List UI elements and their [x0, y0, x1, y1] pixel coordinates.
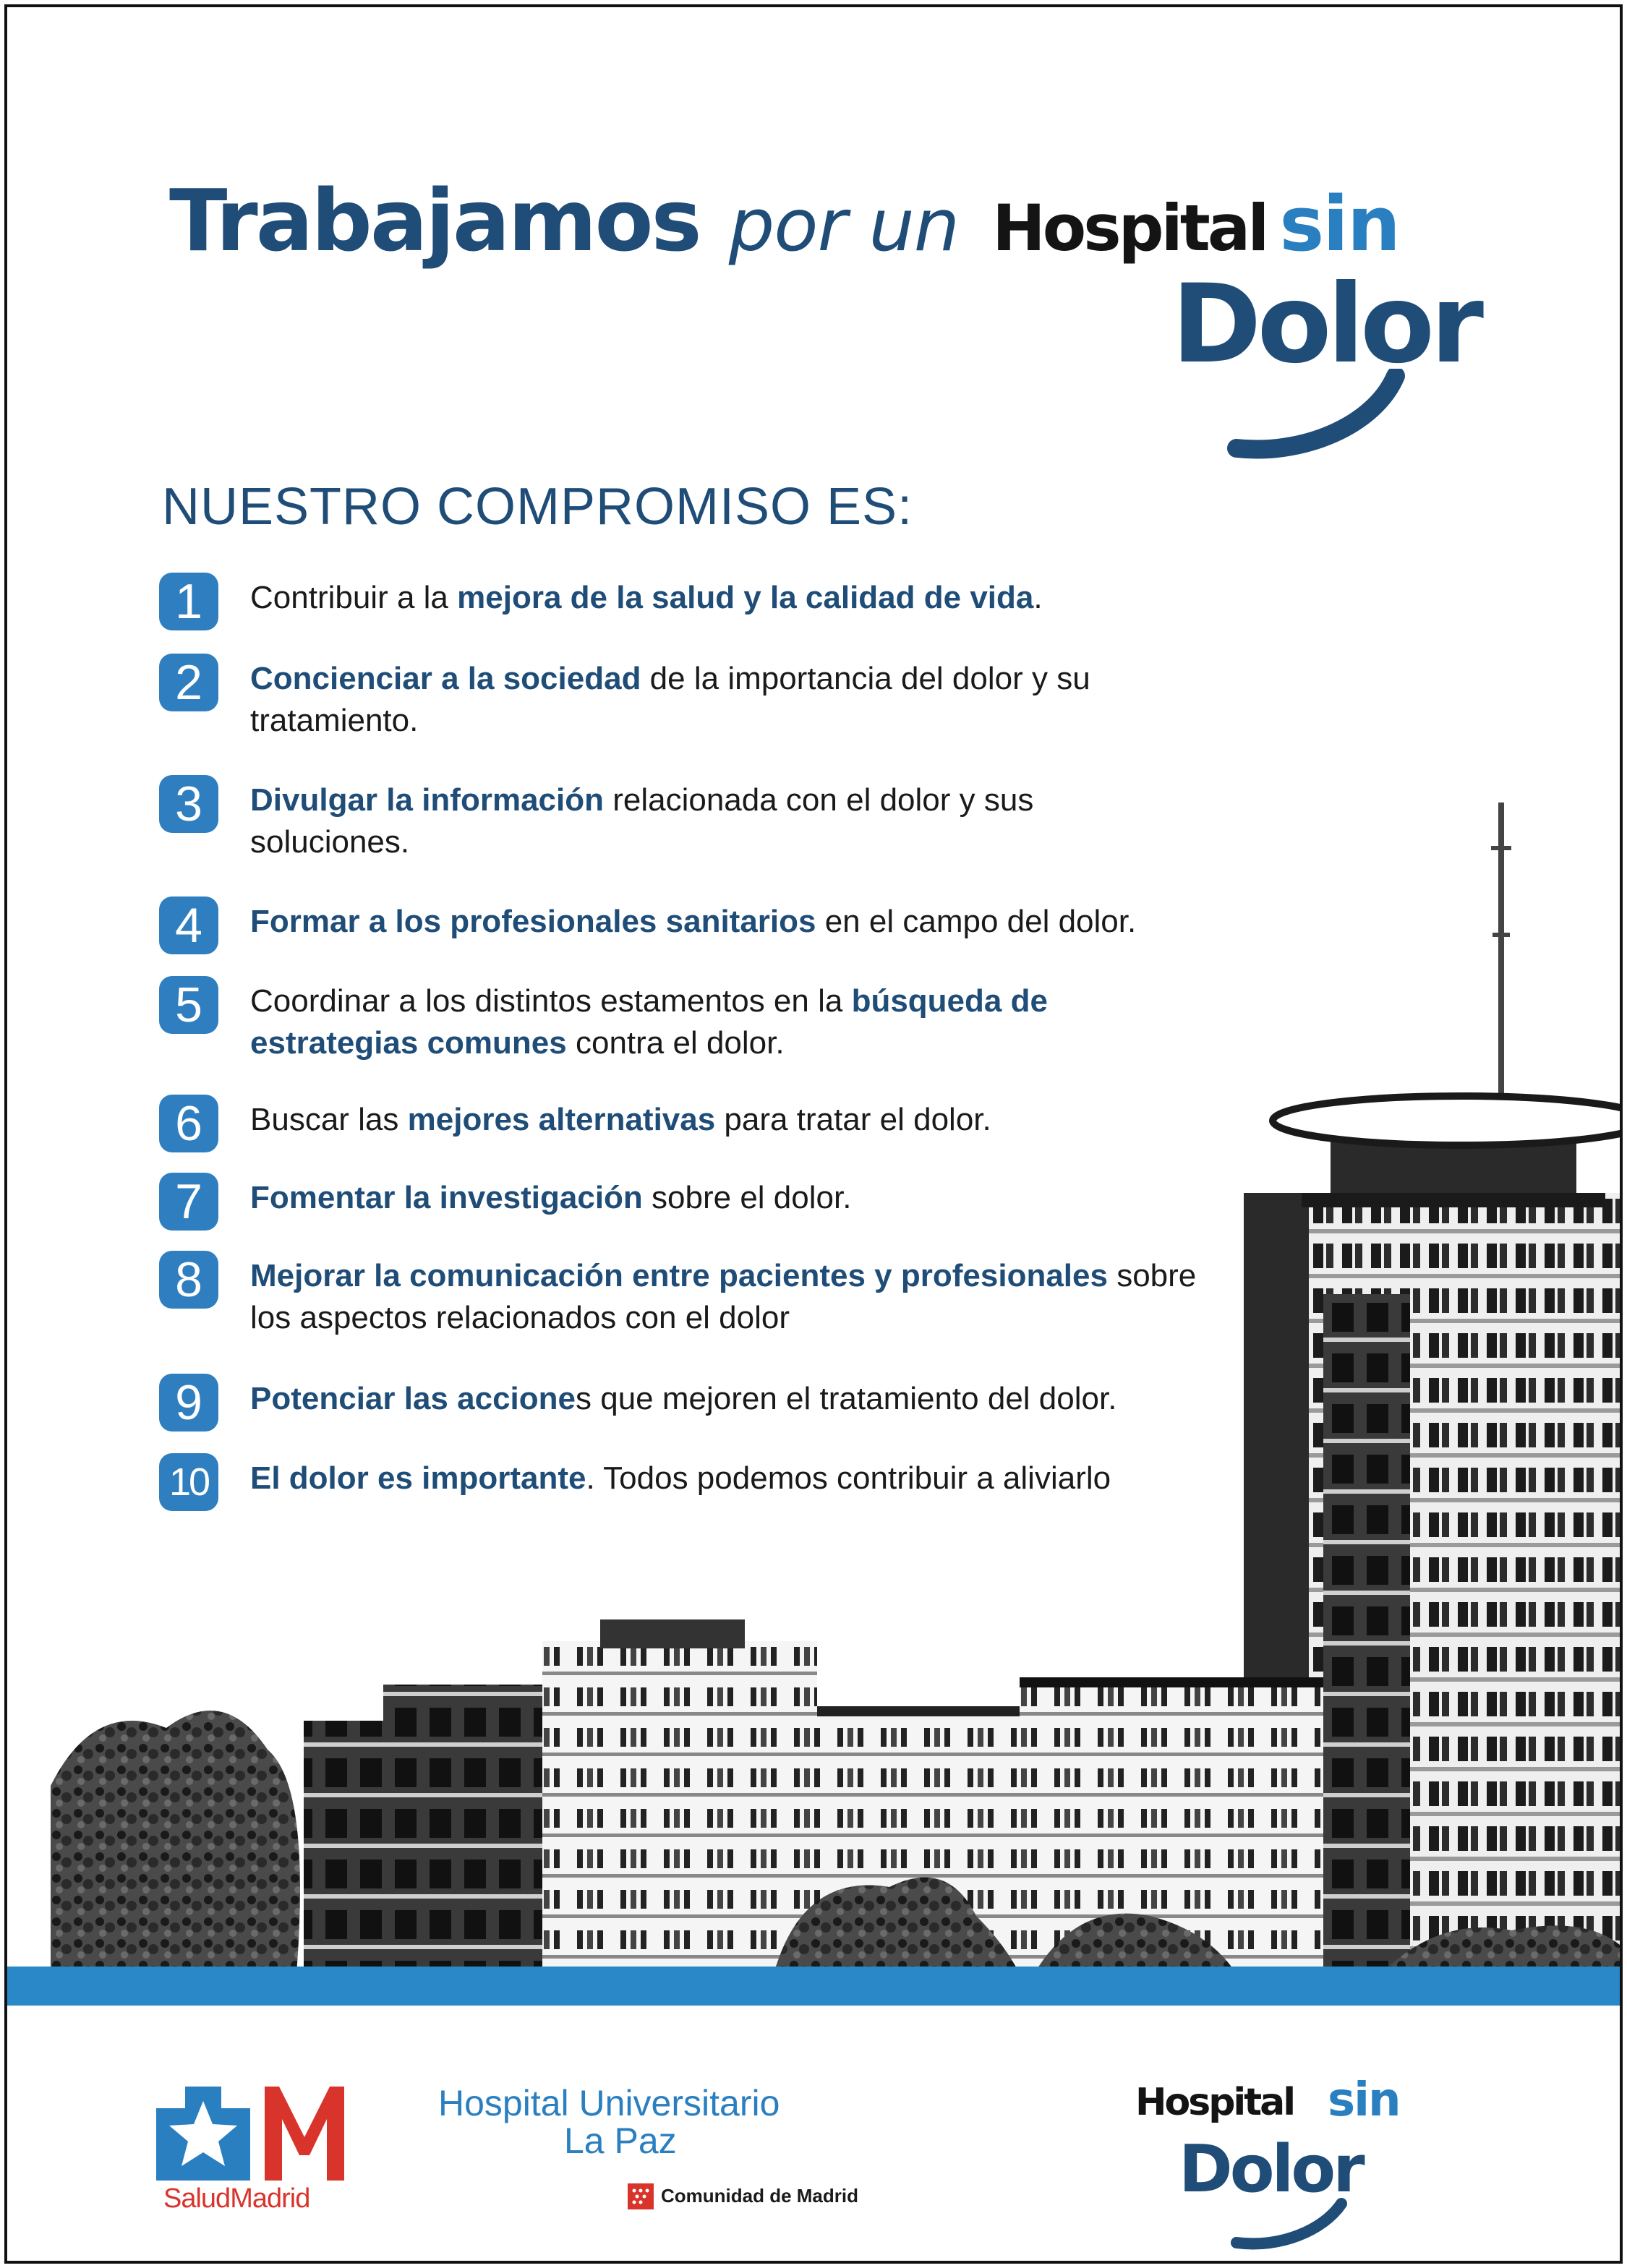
- item-text: Coordinar a los distintos estamentos en la búsqueda de estrategias comunes contra el dolor.: [250, 983, 1048, 1061]
- item-text: Divulgar la información relacionada con el dolor y sus soluciones.: [250, 782, 1034, 860]
- list-item: [159, 896, 1263, 954]
- poster: [4, 4, 1623, 2264]
- list-item: [159, 1453, 1263, 1511]
- item-number: 10: [159, 1453, 218, 1511]
- item-number: 1: [159, 573, 218, 630]
- item-text: Mejorar la comunicación entre pacientes y profesionales sobre los aspectos relacionados con el dolor: [250, 1258, 1197, 1335]
- list-item: [159, 775, 1183, 863]
- divider-bar: [7, 1967, 1620, 2006]
- list-item: [159, 573, 1263, 630]
- list-item: [159, 1251, 1219, 1339]
- footer-smile-icon: [1229, 2198, 1352, 2256]
- item-number: 7: [159, 1173, 218, 1231]
- item-number: 5: [159, 976, 218, 1034]
- brand-dolor: Dolor: [1171, 262, 1480, 388]
- footer-brand-dolor: Dolor: [1179, 2131, 1362, 2207]
- item-text: Potenciar las acciones que mejoren el tratamiento del dolor.: [250, 1381, 1117, 1416]
- list-item: [159, 1374, 1263, 1432]
- title-word-trabajamos: Trabajamos: [169, 171, 700, 270]
- list-item: [159, 1173, 1263, 1231]
- list-item: [159, 654, 1205, 742]
- item-number: 2: [159, 654, 218, 711]
- hospital-name-line2: La Paz: [564, 2121, 677, 2161]
- footer-brand-sin: sin: [1328, 2074, 1400, 2127]
- item-text: Concienciar a la sociedad de la importancia del dolor y su tratamiento.: [250, 661, 1090, 738]
- brand-hospital: Hospital: [992, 191, 1267, 265]
- item-number: 9: [159, 1374, 218, 1432]
- comunidad-madrid-flag-icon: [628, 2183, 654, 2209]
- section-heading: NUESTRO COMPROMISO ES:: [162, 478, 913, 536]
- item-text: El dolor es importante. Todos podemos contribuir a aliviarlo: [250, 1460, 1111, 1496]
- list-item: [159, 1095, 1263, 1152]
- salud-madrid-text: SaludMadrid: [163, 2183, 310, 2214]
- smile-logo-icon: [1222, 369, 1410, 470]
- item-text: Fomentar la investigación sobre el dolor.: [250, 1180, 852, 1215]
- item-text: Formar a los profesionales sanitarios en el campo del dolor.: [250, 904, 1137, 939]
- comunidad-madrid-text: Comunidad de Madrid: [661, 2185, 858, 2207]
- item-number: 3: [159, 775, 218, 833]
- title-word-por-un: por un: [728, 183, 960, 268]
- item-number: 4: [159, 896, 218, 954]
- item-number: 8: [159, 1251, 218, 1309]
- item-text: Contribuir a la mejora de la salud y la calidad de vida.: [250, 580, 1043, 615]
- list-item: [159, 976, 1190, 1064]
- footer-brand-hospital: Hospital: [1135, 2081, 1294, 2124]
- item-text: Buscar las mejores alternativas para tratar el dolor.: [250, 1102, 991, 1137]
- item-number: 6: [159, 1095, 218, 1152]
- brand-sin: sin: [1279, 180, 1399, 268]
- hospital-name-line1: Hospital Universitario: [438, 2083, 780, 2123]
